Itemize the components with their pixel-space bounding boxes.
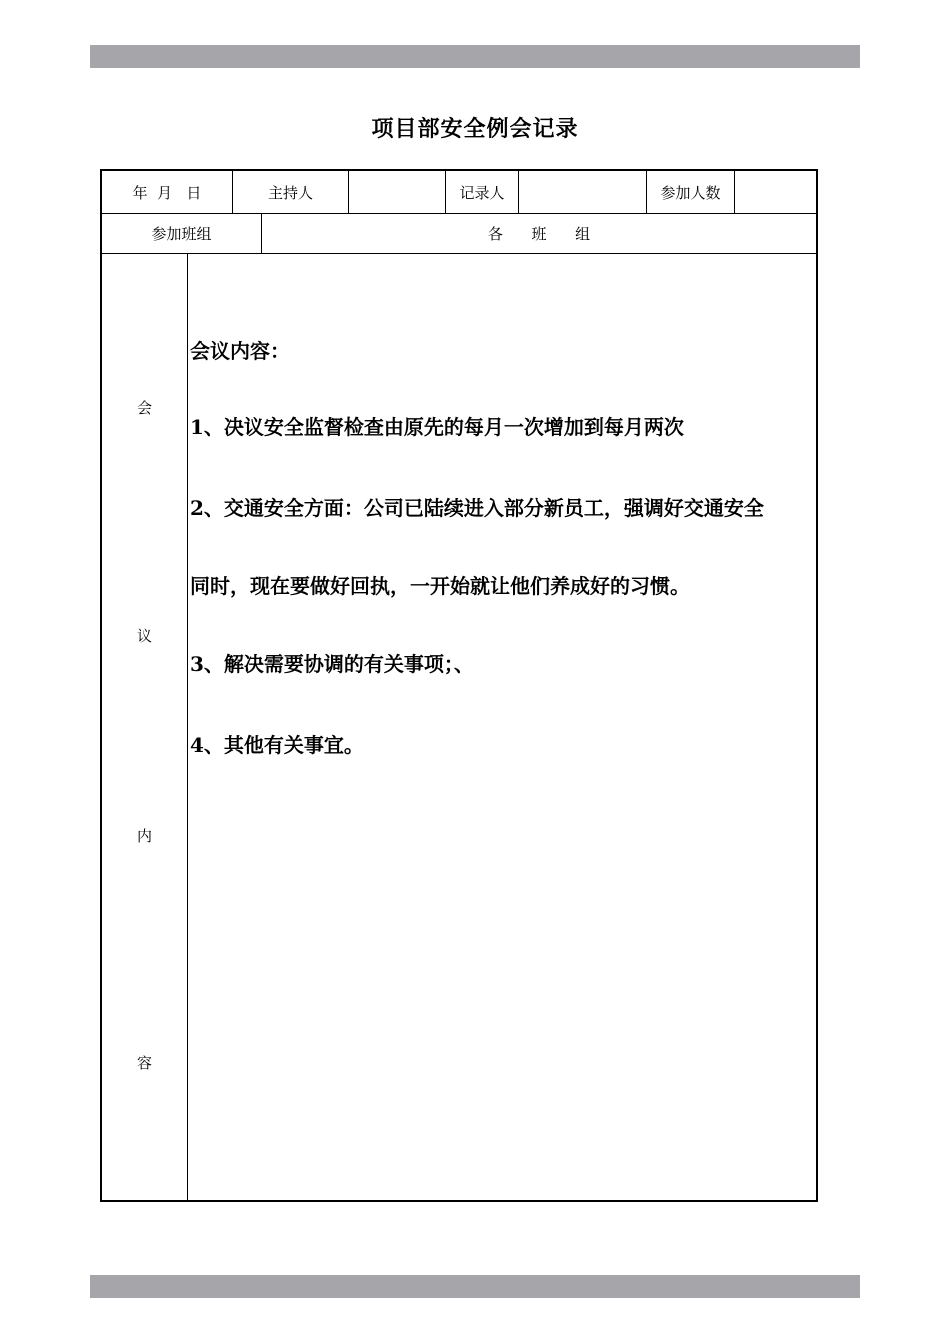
host-label: 主持人 [267, 183, 313, 202]
header-bar [90, 45, 860, 68]
page-title: 项目部安全例会记录 [371, 116, 579, 142]
content-line: 3、解决需要协调的有关事项；、 [190, 652, 474, 676]
row-divider [102, 253, 816, 254]
content-heading: 会议内容： [190, 339, 290, 363]
content-line: 2、交通安全方面：公司已陆续进入部分新员工，强调好交通安全 [190, 496, 764, 520]
col-divider [187, 253, 188, 1202]
side-label-char: 议 [137, 627, 153, 645]
side-label-char: 内 [137, 827, 153, 845]
teams-label: 参加班组 [151, 225, 212, 243]
date-label: 年 月 日 [132, 183, 202, 202]
meeting-record-form [100, 169, 818, 1202]
content-line: 1、决议安全监督检查由原先的每月一次增加到每月两次 [190, 415, 684, 439]
content-line: 同时，现在要做好回执，一开始就让他们养成好的习惯。 [190, 574, 690, 598]
attendees-label: 参加人数 [660, 183, 721, 202]
teams-field[interactable]: 各 班 组 [487, 225, 591, 243]
side-label-char: 会 [137, 399, 153, 417]
recorder-label: 记录人 [459, 183, 505, 202]
host-field[interactable] [349, 171, 445, 213]
footer-bar [90, 1275, 860, 1298]
recorder-field[interactable] [519, 171, 646, 213]
content-line: 4、其他有关事宜。 [190, 733, 364, 757]
side-label-char: 容 [137, 1054, 153, 1072]
attendees-field[interactable] [735, 171, 816, 213]
